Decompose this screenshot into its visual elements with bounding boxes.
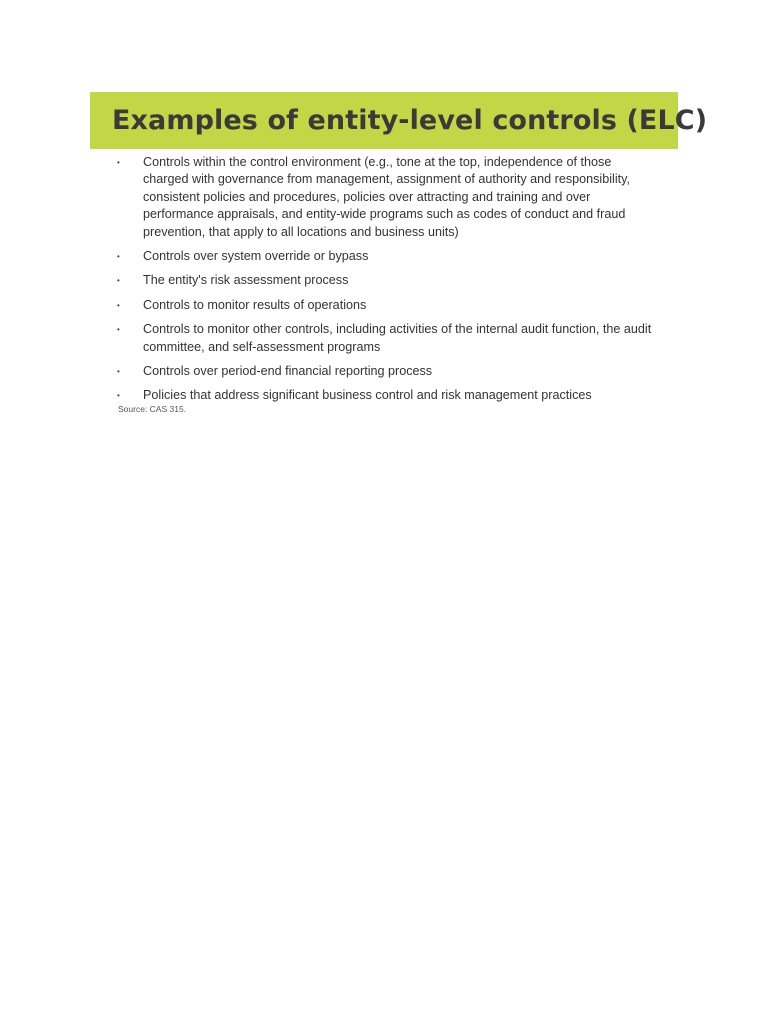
list-item — [117, 363, 657, 380]
list-item — [117, 154, 657, 241]
list-item-text: Controls over period-end financial reporting process — [143, 364, 433, 379]
bullet-icon: • — [117, 276, 120, 286]
list-item-text: Controls to monitor other controls, including activities of the internal audit function, the audit committee, and self-assessment programs — [143, 322, 652, 354]
bullet-icon: • — [117, 391, 120, 401]
controls-list — [117, 154, 657, 412]
list-item — [117, 272, 657, 289]
list-item-text: The entity's risk assessment process — [143, 273, 349, 288]
list-item-text: Controls within the control environment (e.g., tone at the top, independence of those charged with governance from management, assignment of authority and responsibility, consistent policies and procedures, policies over attracting and training and over performance appraisals, and entity-wide programs such as codes of conduct and fraud prevention, that apply to all locations and business units) — [143, 155, 630, 239]
title-banner — [90, 92, 708, 149]
list-item — [117, 248, 657, 265]
bullet-icon: • — [117, 252, 120, 262]
source-note: Source: CAS 315. — [118, 404, 187, 414]
list-item-text: Controls over system override or bypass — [143, 249, 369, 264]
bullet-icon: • — [117, 300, 120, 310]
bullet-icon: • — [117, 325, 120, 335]
bullet-icon: • — [117, 158, 120, 167]
list-item — [117, 321, 657, 356]
page-title: Examples of entity-level controls (ELC) — [112, 105, 708, 136]
list-item — [117, 387, 657, 404]
list-item — [117, 297, 657, 314]
bullet-icon: • — [117, 367, 120, 377]
list-item-text: Controls to monitor results of operations — [143, 297, 367, 312]
list-item-text: Policies that address significant business control and risk management practices — [143, 388, 592, 403]
